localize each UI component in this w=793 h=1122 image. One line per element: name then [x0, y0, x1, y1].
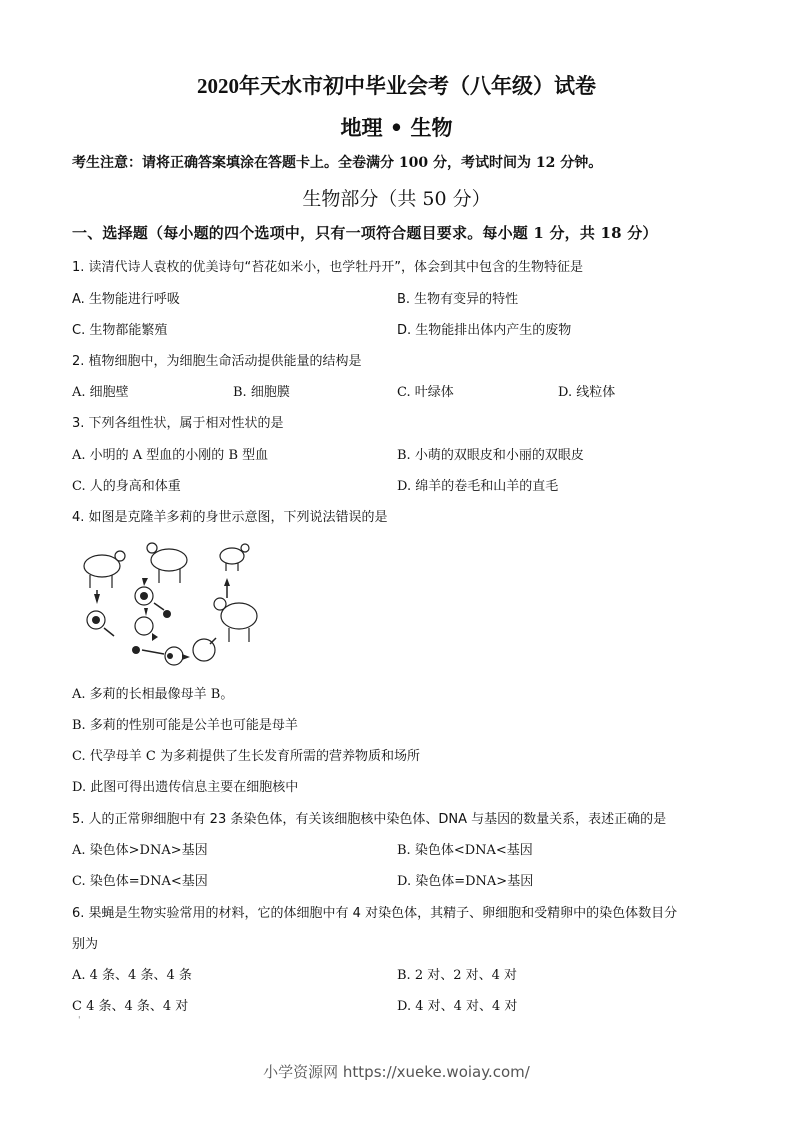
stray-mark: ' — [78, 1016, 81, 1026]
question-5-stem: 5. 人的正常卵细胞中有 23 条染色体，有关该细胞核中染色体、DNA 与基因的数量关系，表述正确的是 — [72, 812, 667, 827]
question-1-option-d: D. 生物能排出体内产生的废物 — [397, 323, 572, 338]
question-1-option-b: B. 生物有变异的特性 — [397, 292, 519, 307]
exam-title: 2020年天水市初中毕业会考（八年级）试卷 — [197, 74, 596, 98]
footer-watermark: 小学资源网 https://xueke.woiay.com/ — [263, 1063, 530, 1081]
question-4-option-d: D. 此图可得出遗传信息主要在细胞核中 — [72, 780, 299, 795]
question-6-option-a: A. 4 条、4 条、4 条 — [72, 968, 192, 983]
question-6-stem-continued: 别为 — [72, 937, 99, 952]
question-3-stem: 3. 下列各组性状，属于相对性状的是 — [72, 416, 284, 431]
question-3-option-b: B. 小萌的双眼皮和小丽的双眼皮 — [397, 448, 584, 463]
question-4-option-a: A. 多莉的长相最像母羊 B。 — [72, 687, 234, 702]
question-4-stem: 4. 如图是克隆羊多莉的身世示意图，下列说法错误的是 — [72, 510, 388, 525]
question-6-option-b: B. 2 对、2 对、4 对 — [397, 968, 518, 983]
question-5-option-b: B. 染色体<DNA<基因 — [397, 843, 533, 858]
question-3-option-d: D. 绵羊的卷毛和山羊的直毛 — [397, 479, 559, 494]
question-6-option-d: D. 4 对、4 对、4 对 — [397, 999, 518, 1014]
question-3-option-a: A. 小明的 A 型血的小刚的 B 型血 — [72, 448, 269, 463]
question-2-option-c: C. 叶绿体 — [397, 385, 454, 400]
question-2-option-d: D. 线粒体 — [558, 385, 616, 400]
question-2-option-b: B. 细胞膜 — [233, 385, 290, 400]
sheep-icon — [84, 551, 125, 588]
question-2-option-a: A. 细胞壁 — [72, 385, 129, 400]
question-6-stem: 6. 果蝇是生物实验常用的材料，它的体细胞中有 4 对染色体，其精子、卵细胞和受精卵中的染色体数目分 — [72, 906, 678, 921]
section-title: 生物部分（共 50 分） — [302, 188, 491, 210]
question-5-option-d: D. 染色体=DNA>基因 — [397, 874, 534, 889]
question-5-option-a: A. 染色体>DNA>基因 — [72, 843, 208, 858]
question-6-option-c: C 4 条、4 条、4 对 — [72, 999, 189, 1014]
exam-notice: 考生注意：请将正确答案填涂在答题卡上。全卷满分 100 分，考试时间为 12 分钟。 — [72, 155, 603, 171]
exam-subtitle: 地理 • 生物 — [340, 115, 453, 140]
question-4-option-b: B. 多莉的性别可能是公羊也可能是母羊 — [72, 718, 298, 733]
question-1-option-a: A. 生物能进行呼吸 — [72, 292, 180, 307]
question-1-stem: 1. 读清代诗人袁枚的优美诗句“苔花如米小，也学牡丹开”，体会到其中包含的生物特征是 — [72, 260, 584, 275]
clone-sheep-diagram — [74, 538, 264, 668]
question-5-option-c: C. 染色体=DNA<基因 — [72, 874, 208, 889]
part-title: 一、选择题（每小题的四个选项中，只有一项符合题目要求。每小题 1 分，共 18 分） — [72, 224, 658, 242]
question-4-option-c: C. 代孕母羊 C 为多莉提供了生长发育所需的营养物质和场所 — [72, 749, 420, 764]
question-2-stem: 2. 植物细胞中，为细胞生命活动提供能量的结构是 — [72, 354, 362, 369]
question-3-option-c: C. 人的身高和体重 — [72, 479, 181, 494]
question-1-option-c: C. 生物都能繁殖 — [72, 323, 168, 338]
